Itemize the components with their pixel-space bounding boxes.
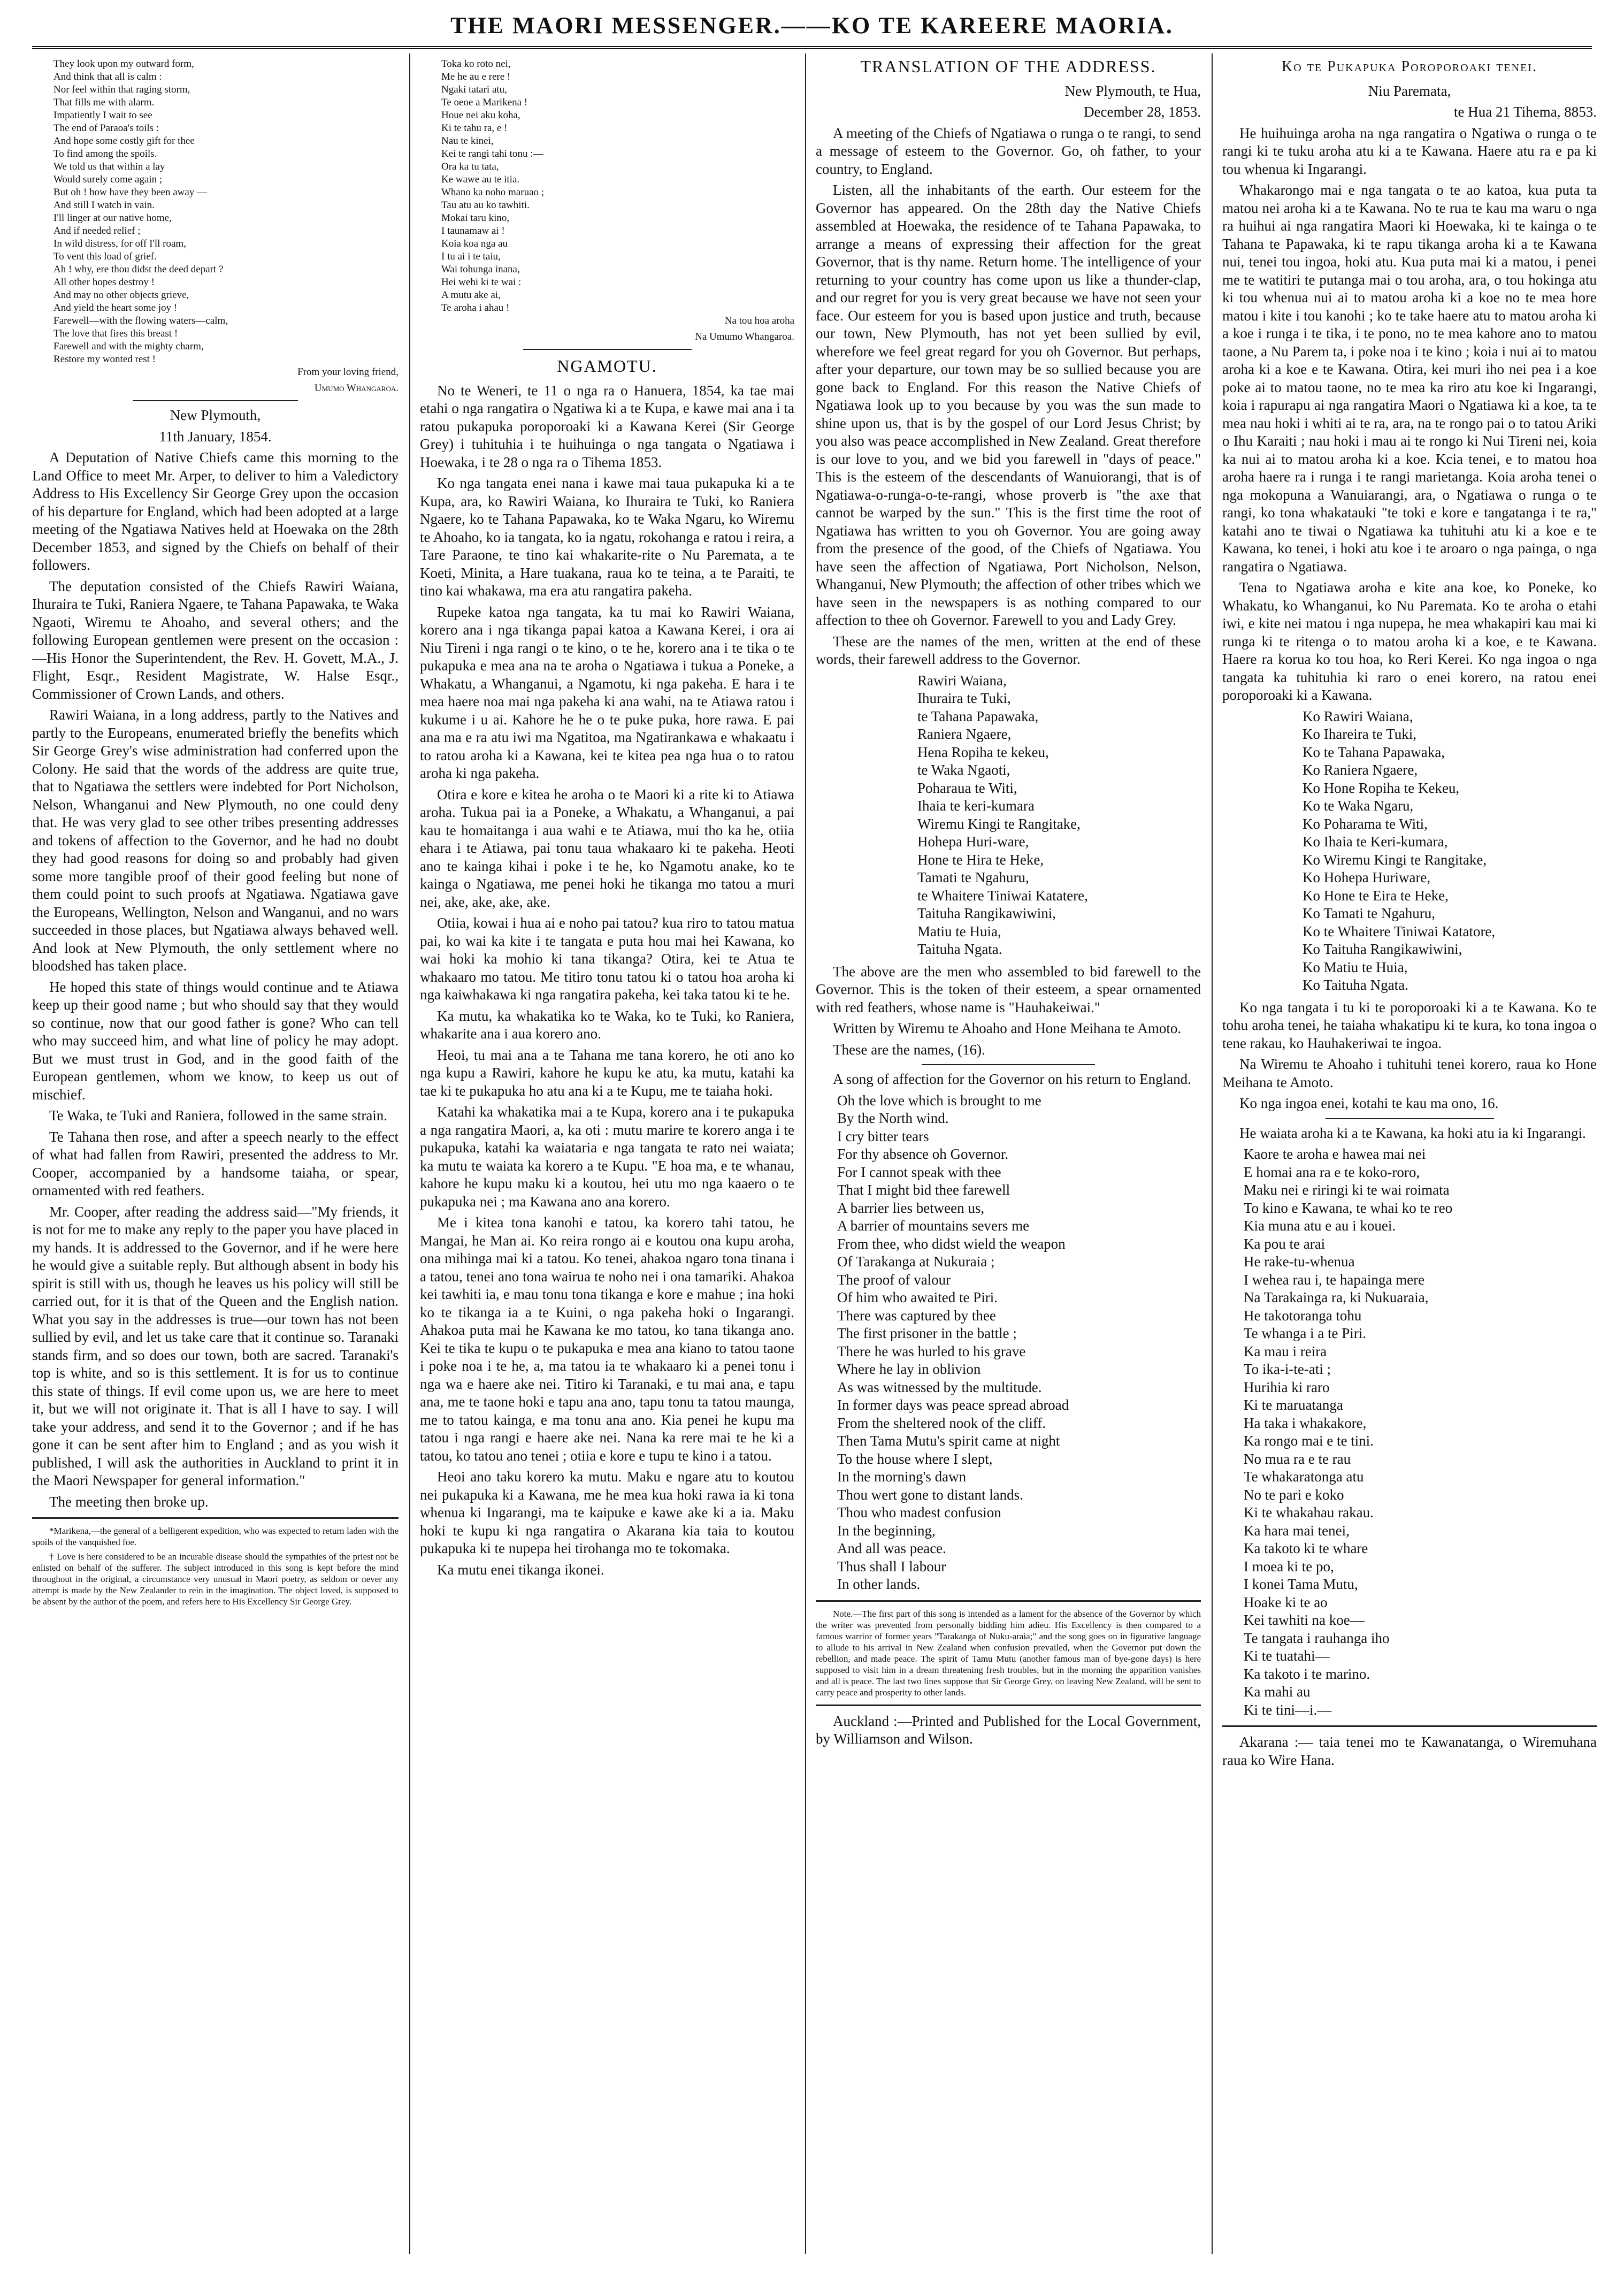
song-line: Ka rongo mai e te tini.	[1244, 1433, 1374, 1449]
poem-line: Te oeoe a Marikena !	[441, 97, 528, 108]
poem-line: Tau atu au ko tawhiti.	[441, 200, 530, 211]
song-line: There he was hurled to his grave	[837, 1343, 1026, 1359]
song-line: Then Tama Mutu's spirit came at night	[837, 1433, 1060, 1449]
column-3	[816, 58, 1201, 2249]
section-heading: NGAMOTU.	[557, 356, 657, 376]
paragraph: Mr. Cooper, after reading the address said—"My friends, it is not for me to make any reply to the paper you have placed in my hands. It is addressed to the Governor, and if he were here he would give a suitable reply. But although absent in body his spirit is still with us, though he leaves us his policy will still be carried out, for it is that of the Queen and the English nation. What you say in the addresses is true—our town has not been sullied by evil, and let us take care that it continue so. Taranaki stands firm, and so does our town, both are sacred. Taranaki's top is white, and so is this settlement. It is for us to continue this state of things. If evil come upon us, we are here to meet it, but we will not originate it. That is all I have to say. I will take your address, and send it to the Governor ; and if he has gone it can be sent after him to England ; and as you wish it published, I will ask the authorities in Auckland to print it in the Maori Newspaper for general information."	[32, 1203, 399, 1488]
column-1	[32, 58, 399, 2249]
song-line: Where he lay in oblivion	[837, 1361, 981, 1377]
poem-line: Would surely come again ;	[53, 174, 163, 185]
song-line: Ka mahi au	[1244, 1684, 1311, 1700]
paragraph: He hoped this state of things would continue and te Atiawa keep up their good name ; but who should say that they would so continue, now that our good father is gone? Who can tell who may succeed him, and what line of policy he may adopt. But we must trust in God, and in the good faith of the European gentlemen, whom we know, to keep us out of mischief.	[32, 979, 399, 1103]
signatory-name: Ko te Tahana Papawaka,	[1303, 744, 1445, 760]
poem-line: Te aroha i ahau !	[441, 302, 510, 314]
footnote: † Love is here considered to be an incurable disease should the sympathies of the priest not be enlisted on behalf of the sufferer. The subject introduced in this song is kept before the mind throughout in the original, a circumstance very unusual in Maori poetry, as seldom or never any attempt is made by the New Zealander to rein in the imagination. The object loved, is supposed to be absent by the author of the poem, and refers here to His Excellency Sir George Grey.	[32, 1551, 399, 1607]
article-body	[1222, 125, 1597, 705]
signatory-name: Raniera Ngaere,	[917, 726, 1012, 742]
song-line: Na Tarakainga ra, ki Nukuaraia,	[1244, 1289, 1429, 1305]
signatory-name: Hena Ropiha te kekeu,	[917, 744, 1049, 760]
paragraph: These are the names of the men, written at the end of these words, their farewell address to the Governor.	[816, 633, 1201, 667]
poem-line: Toka ko roto nei,	[441, 58, 511, 70]
song-line: For I cannot speak with thee	[837, 1164, 1001, 1180]
signatory-name: Tamati te Ngahuru,	[917, 869, 1029, 885]
poem-line: I taunamaw ai !	[441, 225, 505, 236]
poem-line: I tu ai i te taiu,	[441, 251, 501, 262]
signatory-name: Ko Ihareira te Tuki,	[1303, 726, 1416, 742]
poem-line: The love that fires this breast !	[53, 328, 178, 339]
signatory-name: Ko te Whaitere Tiniwai Katatore,	[1303, 923, 1496, 939]
poem-line: Houe nei aku koha,	[441, 110, 520, 121]
signatory-name: Ko Hohepa Huriware,	[1303, 869, 1431, 885]
divider	[816, 1600, 1201, 1602]
poem-line: Farewell—with the flowing waters—calm,	[53, 315, 228, 326]
dateline-date: December 28, 1853.	[1084, 104, 1201, 120]
poem-line: And hope some costly gift for thee	[53, 135, 195, 147]
footnote: *Marikena,—the general of a belligerent expedition, who was expected to return laden with the spoils of the vanquished foe.	[32, 1526, 399, 1547]
song-line: And all was peace.	[837, 1540, 946, 1556]
song-line: Maku nei e riringi ki te wai roimata	[1244, 1182, 1450, 1198]
signatory-name: Ko Hone te Eira te Heke,	[1303, 887, 1449, 904]
english-poem	[32, 58, 399, 366]
song-line: Ki te maruatanga	[1244, 1397, 1343, 1413]
song-line: No te pari e koko	[1244, 1486, 1344, 1503]
poem-line: Wai tohunga inana,	[441, 264, 520, 275]
article-closing	[816, 963, 1201, 1059]
article-body	[816, 125, 1201, 669]
song-line: In former days was peace spread abroad	[837, 1397, 1069, 1413]
poem-line: Farewell and with the mighty charm,	[53, 341, 204, 352]
poem-line: A mutu ake ai,	[441, 289, 501, 301]
song-note: Note.—The first part of this song is intended as a lament for the absence of the Governor by which the writer was prevented from personally bidding him adieu. His Excellency is then compared to a famous warrior of former years "Tarakanga of Nuku-araia;" and the song goes on in figurative language to allude to his arrival in New Zealand when confusion prevailed, when the Governor put down the rebellion, and made peace. The spirit of Tamu Mutu (another famous man of bye-gone days) is here supposed to visit him in a dream threatening fresh troubles, but in the morning the apparition vanishes and all is peace. The last two lines suppose that Sir George Grey, on leaving New Zealand, will be sent to carry peace and prosperity to other lands.	[816, 1608, 1201, 1698]
song-line: Ka takoto i te marino.	[1244, 1665, 1370, 1682]
signatory-name: Ko Tamati te Ngahuru,	[1303, 905, 1436, 921]
paragraph: Rawiri Waiana, in a long address, partly to the Natives and partly to the Europeans, enumerated briefly the benefits which Sir George Grey's wise administration had conferred upon the Colony. He said that the words of the address are quite true, that to Ngatiawa the settlers were indebted for Port Nicholson, Nelson, Whanganui and New Plymouth, no one could deny that. He was very glad to see other tribes presenting addresses and tokens of affection to the Governor, and he had no doubt they had good reasons for doing so and probably had given some more tangible proof of their good feeling but none of them could point to such proofs at Ngatiawa. Ngatiawa gave the Europeans, Wellington, Nelson and Wanganui, and no wars succeeded in those places, but Ngatiawa always behaved well. And look at New Plymouth, the only settlement where no bloodshed has taken place.	[32, 707, 399, 974]
signatory-name: Ko Rawiri Waiana,	[1303, 708, 1413, 724]
poem-signature: From your loving friend,	[297, 366, 399, 378]
paragraph: Ka mutu, ka whakatika ko te Waka, ko te Tuki, ko Raniera, whakarite ana i aua korero ano.	[420, 1007, 794, 1042]
poem-line: They look upon my outward form,	[53, 58, 194, 70]
maori-song	[1222, 1145, 1597, 1719]
song-line: From thee, who didst wield the weapon	[837, 1235, 1066, 1252]
divider	[1222, 1725, 1597, 1727]
poem-line: But oh ! how have they been away —	[53, 187, 208, 198]
footnotes	[32, 1525, 399, 1607]
paragraph: Ko nga tangata i tu ki te poroporoaki ki a te Kawana. Ko te tohu aroha tenei, he taiaha whakatipu ki te kura, ko tona ingoa o tene rakau, ko Hauhakeriwai te ingoa.	[1222, 999, 1597, 1051]
article-body	[32, 449, 399, 1511]
poem-line: Ah ! why, ere thou didst the deed depart ?	[53, 264, 224, 275]
signatory-name: Ihuraira te Tuki,	[917, 690, 1011, 706]
song-line: Ka takoto ki te whare	[1244, 1540, 1368, 1556]
song-line: A barrier of mountains severs me	[837, 1218, 1030, 1234]
paragraph: Katahi ka whakatika mai a te Kupa, korero ana i te pukapuka a nga rangatira Maori, a, ka oti : mutu marire te korero anga i te pukapuka, katahi ka waiataria e nga tangata te rato nei waiata; ka mutu te waiata ka korero a te Kupu. "E hoa ma, e te whanau, kahore he kupu maku ki a koutou, hei utu mo nga kaaero o te pukapuka nei ; ma Kawana ano ana korero.	[420, 1104, 794, 1210]
paragraph: Te Tahana then rose, and after a speech nearly to the effect of what had fallen from Rawiri, presented the address to Mr. Cooper, accompanied by a handsome taiaha, or spear, ornamented with red feathers.	[32, 1128, 399, 1198]
song-line: He rake-tu-whenua	[1244, 1254, 1355, 1270]
divider	[133, 400, 297, 401]
poem-line: In wild distress, for off I'll roam,	[53, 238, 186, 249]
song-line: Oh the love which is brought to me	[837, 1092, 1041, 1109]
footnote-rule	[32, 1517, 399, 1519]
poem-line: The end of Paraoa's toils :	[53, 123, 159, 134]
dateline: New Plymouth, te Hua,	[1064, 82, 1201, 99]
signatory-name: Ko Taituha Ngata.	[1303, 977, 1408, 993]
song-line: Ka hara mai tenei,	[1244, 1522, 1350, 1539]
column-divider	[409, 53, 410, 2254]
song-line: There was captured by thee	[837, 1307, 996, 1324]
song-line: He takotoranga tohu	[1244, 1307, 1362, 1324]
english-song	[816, 1092, 1201, 1594]
paragraph: Whakarongo mai e nga tangata o te ao katoa, kua puta ta matou nei aroha ki a te Kawana. No te rua te kau ma waru o nga ra huihui ai nga rangatira Maori ki Hoewaka, ki te kainga o te Tahana te Papawaka, ki te rapu tikanga aroha ki a te Kawana nui, tenei tou ingoa, hoki atu. Kua puta mai ki a matou, i penei me te watitiri te putanga mai o tou aroha, ara, o tou hokinga atu ki tou whenua nui ai to matou aroha ki a koe no te mea hore matou i kite i tou kanohi ; ko te take haere atu to matou aroha ki a koe i runga i te tika, i te pono, no te mea kahore ano to matou taone, a Nu Parem ta, i poke noa i te kino ; koia i nui ai to matou aroha ki a koe e te Kawana. Otira, kei muri iho nei pea i a koe poke ai to matou taone, no te mea ka riro atu koe ki Ingarangi, koia i rapurapu ai nga rangatira Maori o Ngatiawa ki a koe, ta te mea nau hoki i whiti ai te ra, ara, na te rongo pai o to tatou Ariki o Ihu Karaiti ; nau hoki i mau ai te rongo ki Nui Tireni nei, koia ka nui ai to matou aroha ki a koe. Kcia tenei, e to matou hoa aroha haere ra i runga i te rangi marietanga. Koia aroha tenei o nga mokopuna a Wanuiarangi, ara, o Ngatiawa o runga o te rangi, ko tona whakatauki "te toki e kore e tangatanga i te ra," katahi ano te tiwai o Ngatiawa ka tuhituhi atu ki a koe e te Kawana, ko tenei, i hoki atu koe i te aroaro o nga painga, o nga rangatira o Ngatiawa.	[1222, 182, 1597, 575]
paragraph: Ko nga tangata enei nana i kawe mai taua pukapuka ki a te Kupa, ara, ko Rawiri Waiana, ko Ihuraira te Tuki, ko Raniera Ngaere, ko te Tahana Papawaka, ko te Waka Ngaru, ko Wiremu te Ahoaho, ko ia tangata, ko ia ngatu, rokohanga e ratou i reira, a Tare Paraone, te tino kai whakarite-rite o Nu Paremata, a te Koeti, Minita, a Hare tuakana, raua ko te teina, a te Paraiti, te tino kai whakawa, ma era atu rangatira pakeha.	[420, 475, 794, 599]
article-body	[420, 382, 794, 1579]
paragraph: A Deputation of Native Chiefs came this morning to the Land Office to meet Mr. Arper, to deliver to him a Valedictory Address to His Excellency Sir George Grey upon the occasion of his departure for England, which had been adopted at a large meeting of the Ngatiawa Natives held at Hoewaka on the 28th December 1853, and signed by the Chiefs on behalf of their followers.	[32, 449, 399, 573]
song-line: A barrier lies between us,	[837, 1199, 985, 1216]
paragraph: Heoi, tu mai ana a te Tahana me tana korero, he oti ano ko nga kupu a Rawiri, kahore he kupu ke atu, ka mutu, katahi ka tae ki te pukapuka ho atu ana ki a te Kupu, me te taiaha hoki.	[420, 1046, 794, 1099]
imprint: Akarana :— taia tenei mo te Kawanatanga, o Wiremuhana raua ko Wire Hana.	[1222, 1734, 1597, 1768]
masthead: THE MAORI MESSENGER.——KO TE KAREERE MAORIA.	[450, 12, 1174, 39]
poem-line: All other hopes destroy !	[53, 277, 155, 288]
poem-line: Koia koa nga au	[441, 238, 508, 249]
paragraph: Me i kitea tona kanohi e tatou, ka korero tahi tatou, he Mangai, he Man ai. Ko reira rongo ai e koutou ona kupu aroha, ona mihinga mai ki a tatou. Ko tenei, ahakoa ngaro tona tinana i a tatou, tenei ano tona wairua te noho nei i ona tamariki. Ahakoa kei tawhiti ia, e mau tonu tona tikanga e kore e mahue ; ina hoki ko te tikanga ia a te Kuini, o nga pakeha hoki o Ingarangi. Ahakoa puta mai he Kawana ke mo tatou, ko tana tikanga ano. Kei te tika te kupu o te pukapuka e mea ana kiano to tatou taone i poke noa i te he, a, ma tatou ia te whakaaro ki a penei tonu i nga wa e haere ake nei. Titiro ki Taranaki, e tu mai ana, e tapu ana, me te taone hoki e tapu ana ano, tapu tonu ta tatou maunga, me to tatou kainga, e ma tonu ana ano. Kia penei he kupu ma tatou i nga rangi e haere ake nei. Nana ka rere mai te he ki a tatou, ko tatou ano tenei ; otiia e kore e tupu te kino i a tatou.	[420, 1214, 794, 1464]
paragraph: Ko nga ingoa enei, kotahi te kau ma ono, 16.	[1239, 1095, 1499, 1111]
dateline-date: te Hua 21 Tihema, 8853.	[1454, 104, 1597, 120]
song-line: I wehea rau i, te hapainga mere	[1244, 1271, 1425, 1288]
paragraph: Ka mutu enei tikanga ikonei.	[437, 1561, 604, 1578]
paragraph: Rupeke katoa nga tangata, ka tu mai ko Rawiri Waiana, korero ana i nga tikanga papai katoa a Kawana Kerei, i ora ai Niu Tireni i nga rangi o te kino, o te he, korero ana i te tika o te pukapuka e mea ana na te aroha o Ngatiawa i tukua a Poneke, a Whakatu, a Whanganui, a Ngamotu, ki nga pakeha. E hara i te mea haere noa mai nga pakeha ki ana wahi, na te Atiawa ratou i kukume i u ai. Kahore he he o te puke puka, hore rawa. E pai ana ma e ra atu iwi ma Ngatitoa, ma Ngatirankawa e whakaatu i to ratou aroha ki a Kawana, kei te kitea pea nga hua o to ratou aroha ki nga pakeha.	[420, 603, 794, 781]
song-line: Thou who madest confusion	[837, 1504, 1001, 1520]
paragraph: The meeting then broke up.	[49, 1493, 209, 1510]
poem-line: That fills me with alarm.	[53, 97, 155, 108]
song-line: I moea ki te po,	[1244, 1558, 1334, 1575]
poem-line: To vent this load of grief.	[53, 251, 157, 262]
poem-line: And yield the heart some joy !	[53, 302, 178, 314]
song-line: Kia muna atu e au i kouei.	[1244, 1218, 1396, 1234]
paragraph: Tena to Ngatiawa aroha e kite ana koe, ko Poneke, ko Whakatu, ko Whanganui, ko Nu Paremata. Ko te aroha o etahi iwi, e kite nei matou i nga nupepa, he mea whakapiri kau mai ki runga ki te ritenga o to matou aroha ki a koe, e te Kawana. Haere ra korua ko tou hoa, ko Reri Kerei. Ko nga ingoa o nga tangata ka tuhituhia ki raro o enei korero, na ratou enei poroporoaki ki a Kawana.	[1222, 579, 1597, 703]
signatory-name: Ko te Waka Ngaru,	[1303, 798, 1414, 814]
signatory-name: te Whaitere Tiniwai Katatere,	[917, 887, 1088, 904]
signatory-name: Taituha Ngata.	[917, 941, 1002, 957]
signatory-name: Ko Matiu te Huia,	[1303, 959, 1408, 975]
song-line: Te tangata i rauhanga iho	[1244, 1630, 1390, 1646]
signatory-name: Poharaua te Witi,	[917, 779, 1017, 796]
section-heading: Ko te Pukapuka Poroporoaki tenei.	[1282, 58, 1537, 75]
column-2	[420, 58, 794, 2249]
section-heading: TRANSLATION OF THE ADDRESS.	[860, 58, 1156, 76]
song-line: Hoake ki te ao	[1244, 1594, 1328, 1610]
paragraph: Te Waka, te Tuki and Raniera, followed in the same strain.	[49, 1107, 388, 1123]
song-line: As was witnessed by the multitude.	[837, 1379, 1042, 1395]
divider	[922, 1064, 1095, 1065]
paragraph: The deputation consisted of the Chiefs Rawiri Waiana, Ihuraira te Tuki, Raniera Ngaere, te Tahana Papawaka, te Waka Ngaoti, Wiremu te Ahoaho, and several others; and the following European gentlemen were present on the occasion :—His Honor the Superintendent, the Rev. H. Govett, M.A., J. Flight, Esqr., Resident Magistrate, W. Halse Esqr., Commissioner of Crown Lands, and others.	[32, 578, 399, 702]
song-line: To kino e Kawana, te whai ko te reo	[1244, 1199, 1453, 1216]
poem-line: To find among the spoils.	[53, 148, 157, 159]
song-line: By the North wind.	[837, 1110, 949, 1126]
paragraph: He huihuinga aroha na nga rangatira o Ngatiwa o runga o te rangi ki te tuku aroha atu ki a te Kawana. Haere atu ra e pa ki tou whenua ki Ingarangi.	[1222, 125, 1597, 177]
poem-line: And still I watch in vain.	[53, 200, 155, 211]
signatory-name: Ko Raniera Ngaere,	[1303, 762, 1418, 778]
divider	[523, 349, 692, 350]
signatory-name: Ihaia te keri-kumara	[917, 798, 1035, 814]
song-line: Ka pou te arai	[1244, 1235, 1326, 1252]
poem-line: Ngaki tatari atu,	[441, 84, 507, 95]
signatory-name: te Waka Ngaoti,	[917, 762, 1010, 778]
signatory-name: Wiremu Kingi te Rangitake,	[917, 815, 1081, 832]
imprint: Auckland :—Printed and Published for the Local Government, by Williamson and Wilson.	[816, 1713, 1201, 1747]
paragraph: A meeting of the Chiefs of Ngatiawa o runga o te rangi, to send a message of esteem to the Governor. Go, oh father, to your country, to England.	[816, 125, 1201, 177]
poem-author: Na Umumo Whangaroa.	[695, 331, 794, 342]
song-line: I cry bitter tears	[837, 1128, 929, 1144]
song-line: Ka mau i reira	[1244, 1343, 1327, 1359]
song-line: That I might bid thee farewell	[837, 1182, 1010, 1198]
signatory-name: Ko Poharama te Witi,	[1303, 815, 1428, 832]
song-line: I konei Tama Mutu,	[1244, 1576, 1358, 1592]
poem-author: Umumo Whangaroa.	[314, 383, 399, 394]
signatory-name: Hone te Hira te Heke,	[917, 851, 1044, 868]
poem-line: I'll linger at our native home,	[53, 212, 172, 224]
song-intro: He waiata aroha ki a te Kawana, ka hoki atu ia ki Ingarangi.	[1239, 1125, 1586, 1141]
song-line: No mua ra e te rau	[1244, 1450, 1351, 1467]
poem-line: Whano ka noho maruao ;	[441, 187, 545, 198]
song-line: To the house where I slept,	[837, 1450, 993, 1467]
poem-line: And if needed relief ;	[53, 225, 141, 236]
signatory-name: Taituha Rangikawiwini,	[917, 905, 1056, 921]
song-line: Thus shall I labour	[837, 1558, 946, 1575]
maori-poem	[420, 58, 794, 315]
paragraph: Written by Wiremu te Ahoaho and Hone Meihana te Amoto.	[833, 1020, 1182, 1036]
song-line: In the morning's dawn	[837, 1469, 967, 1485]
dateline: Niu Paremata,	[1368, 82, 1451, 99]
song-line: Hurihia ki raro	[1244, 1379, 1330, 1395]
dateline-date: 11th January, 1854.	[159, 428, 272, 445]
signatory-name: Ko Ihaia te Keri-kumara,	[1303, 834, 1448, 850]
article-closing	[1222, 999, 1597, 1113]
poem-line: Impatiently I wait to see	[53, 110, 152, 121]
poem-line: Nau te kinei,	[441, 135, 494, 147]
song-line: From the sheltered nook of the cliff.	[837, 1415, 1046, 1431]
column-4	[1222, 58, 1597, 2249]
song-line: Kaore te aroha e hawea mai nei	[1244, 1146, 1426, 1162]
poem-line: Ora ka tu tata,	[441, 161, 499, 172]
poem-line: Ke wawe au te itia.	[441, 174, 520, 185]
masthead-rule	[32, 46, 1592, 49]
paragraph: Listen, all the inhabitants of the earth. Our esteem for the Governor has appeared. On the 28th day the Native Chiefs assembled at Hoewaka, the residence of te Tahana Papawaka, to arrange a means of expressing their affection for the great Governor, that is thy name. Return home. The intelligence of your returning to your country has come upon us like a thunder-clap, and our regret for you is very great because we have not seen your face. Our esteem for you is based upon justice and truth, because our town, New Plymouth, has not yet been sullied by evil, wherefore we feel great regard for you oh Governor. But perhaps, after your departure, our town may be so sullied because you are gone back to England. For this reason the Native Chiefs of Ngatiawa look up to you because by you was the sun made to shine upon us, that is by the gospel of our Lord Jesus Christ; by you also was peace accomplished in New Zealand. Great therefore is our love to you, and we bid you farewell in "days of peace." This is the esteem of the descendants of Wanuiorangi, that is of Ngatiawa-o-runga-o-te-rangi, whose proverb is "the axe that cannot be warped by the sun." This is the first time the root of Ngatiawa has written to you oh Governor. You are going away from the presence of the good, of the Chiefs of Ngatiawa. You have seen the affection of Ngatiawa, Port Nicholson, Nelson, Whanganui, New Plymouth; the affection of other tribes which we have seen in the newspapers is as nothing compared to our affection to thee oh Governor. Farewell to you and Lady Grey.	[816, 182, 1201, 628]
song-line: The proof of valour	[837, 1271, 951, 1288]
signatory-name: Matiu te Huia,	[917, 923, 1001, 939]
song-line: Ha taka i whakakore,	[1244, 1415, 1367, 1431]
signatories-list	[1222, 708, 1597, 995]
song-line: Of him who awaited te Piri.	[837, 1289, 998, 1305]
song-line: In the beginning,	[837, 1522, 936, 1539]
song-line: The first prisoner in the battle ;	[837, 1325, 1017, 1341]
paragraph: Otiia, kowai i hua ai e noho pai tatou? kua riro to tatou matua pai, ko wai ka kite i te tangata e puta hou mai hei Kawana, ko wai hoki ka mohio ki tana tikanga? Otira, kei te Atua te whakaaro mo tatou. Me titiro tonu tatou ki o tatou hoa aroha ki nga kaiwhakawa ki nga rangatira pakeha, kei taka tatou ki te he.	[420, 915, 794, 1003]
paragraph: Heoi ano taku korero ka mutu. Maku e ngare atu to koutou nei pukapuka ki a Kawana, me he mea kua hoki rawa ia ki tona whenua ki Ingarangi, ma te kaipuke e kawe ake ki a ia. Maku hoki te kupu ki nga rangatira o Akarana kia taia to koutou pukapuka ki te nupepa hei tirohanga mo te tokomaka.	[420, 1469, 794, 1556]
paragraph: Otira e kore e kitea he aroha o te Maori ki a rite ki to Atiawa aroha. Tukua pai ia a Poneke, a Whakatu, a Whanganui, a pai kau te homaitanga i aua wahi e te Atiawa, mui tho ka he, otiia ehara i te Atiawa, pai tonu taua whakaaro ki te pakeha. Heoti ano te kainga kihai i poke i te he, ko Ngamotu anake, ko te kainga o Ngatiawa, me penei hoki he tikanga mo tatou a muri nei, ake, ake, ake, ake.	[420, 786, 794, 910]
song-line: Ki te whakahau rakau.	[1244, 1504, 1374, 1520]
column-divider	[805, 53, 806, 2254]
poem-line: And think that all is calm :	[53, 71, 162, 82]
poem-line: Hei wehi ki te wai :	[441, 277, 522, 288]
song-line: Ki te tini—i.—	[1244, 1701, 1332, 1718]
song-line: Thou wert gone to distant lands.	[837, 1486, 1023, 1503]
song-line: Te whakaratonga atu	[1244, 1469, 1364, 1485]
song-line: In other lands.	[837, 1576, 921, 1592]
paragraph: The above are the men who assembled to bid farewell to the Governor. This is the token of their esteem, a spear ornamented with red feathers, whose name is "Hauhakeiwai."	[816, 963, 1201, 1015]
signatory-name: Hohepa Huri-ware,	[917, 834, 1029, 850]
signatory-name: Ko Taituha Rangikawiwini,	[1303, 941, 1462, 957]
signatory-name: te Tahana Papawaka,	[917, 708, 1039, 724]
song-line: Kei tawhiti na koe—	[1244, 1612, 1365, 1628]
column-divider	[1212, 53, 1213, 2254]
paragraph: These are the names, (16).	[833, 1041, 985, 1058]
dateline: New Plymouth,	[170, 407, 261, 423]
poem-line: We told us that within a lay	[53, 161, 165, 172]
song-line: Ki te tuatahi—	[1244, 1648, 1330, 1664]
poem-line: Restore my wonted rest !	[53, 354, 156, 365]
signatories-list	[816, 672, 1201, 959]
poem-line: Ki te tahu ra, e !	[441, 123, 508, 134]
paragraph: Na Wiremu te Ahoaho i tuhituhi tenei korero, raua ko Hone Meihana te Amoto.	[1222, 1056, 1597, 1090]
poem-signature: Na tou hoa aroha	[724, 315, 794, 326]
signatory-name: Ko Hone Ropiha te Kekeu,	[1303, 779, 1460, 796]
poem-line: Mokai taru kino,	[441, 212, 510, 224]
poem-line: And may no other objects grieve,	[53, 289, 189, 301]
paragraph: No te Weneri, te 11 o nga ra o Hanuera, 1854, ka tae mai etahi o nga rangatira o Ngatiwa ki a te Kupa, e kawe mai ana i ta ratou pukapuka poroporoaki ki a Kawana Kerei (Sir George Grey) i tuhituhia i te huihuinga o nga tangata o Ngatiawa i Hoewaka, i te 28 o nga ra o Tihema 1853.	[420, 382, 794, 470]
song-line: E homai ana ra e te koko-roro,	[1244, 1164, 1420, 1180]
divider	[1326, 1118, 1494, 1119]
divider	[816, 1705, 1201, 1706]
song-line: Of Tarakanga at Nukuraia ;	[837, 1254, 995, 1270]
song-line: To ika-i-te-ati ;	[1244, 1361, 1331, 1377]
song-line: Te whanga i a te Piri.	[1244, 1325, 1367, 1341]
song-line: For thy absence oh Governor.	[837, 1146, 1009, 1162]
song-intro: A song of affection for the Governor on his return to England.	[833, 1071, 1191, 1087]
poem-line: Me he au e rere !	[441, 71, 511, 82]
signatory-name: Rawiri Waiana,	[917, 672, 1007, 689]
poem-line: Kei te rangi tahi tonu :—	[441, 148, 543, 159]
poem-line: Nor feel within that raging storm,	[53, 84, 190, 95]
signatory-name: Ko Wiremu Kingi te Rangitake,	[1303, 851, 1487, 868]
